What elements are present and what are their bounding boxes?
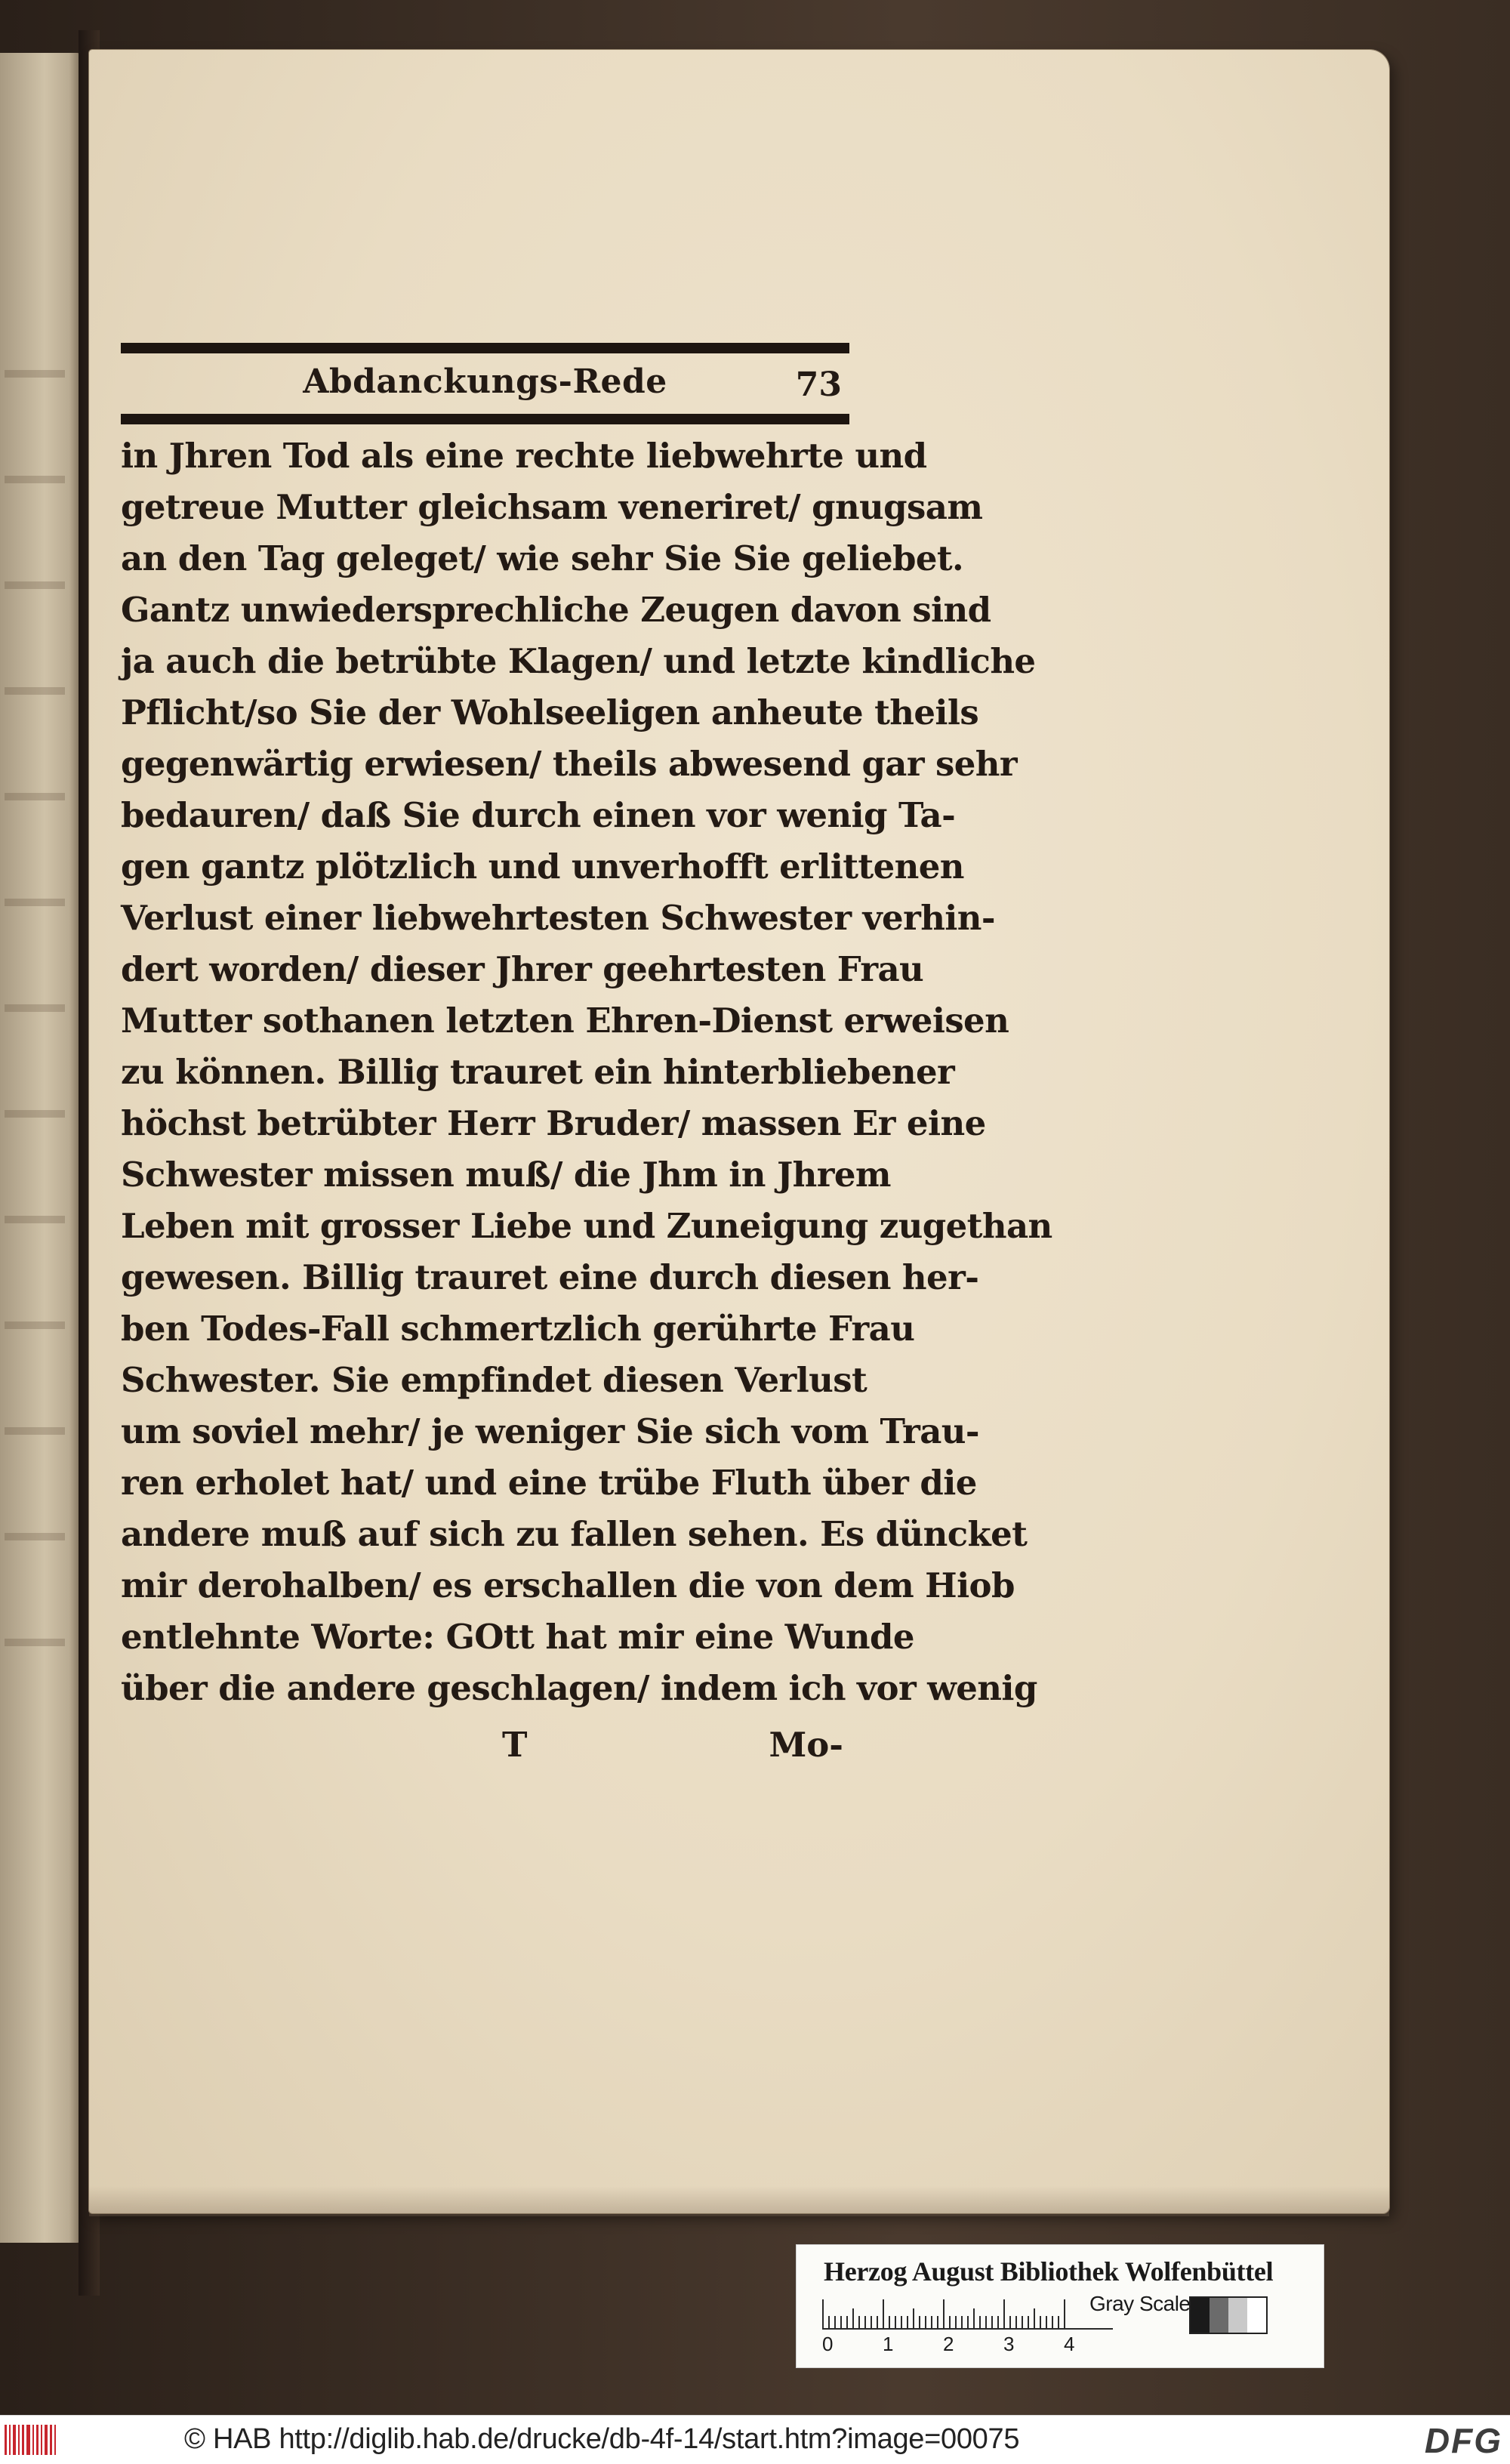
text-line: über die andere geschlagen/ indem ich vor wenig xyxy=(121,1668,1037,1708)
text-line: mir derohalben/ es erschallen die von dem Hiob xyxy=(121,1565,1015,1605)
ruler-tick xyxy=(913,2308,914,2330)
library-label xyxy=(796,2244,1324,2368)
ruler-tick xyxy=(907,2316,908,2330)
signature-mark: T xyxy=(502,1725,528,1765)
ruler-tick xyxy=(967,2316,969,2330)
ruler-tick xyxy=(979,2316,981,2330)
ruler-tick xyxy=(973,2308,975,2330)
ruler-tick xyxy=(1046,2316,1047,2330)
ruler-tick xyxy=(822,2299,824,2330)
text-line: gen gantz plötzlich und unverhofft erlittenen xyxy=(121,847,964,887)
text-line: zu können. Billig trauret ein hinterbliebener xyxy=(121,1052,955,1092)
ruler-tick xyxy=(901,2316,902,2330)
ruler-tick xyxy=(937,2316,938,2330)
ruler-tick xyxy=(925,2316,926,2330)
text-line: bedauren/ daß Sie durch einen vor wenig Ta- xyxy=(121,795,956,835)
running-head: Abdanckungs-Rede xyxy=(303,362,667,401)
ruler-number: 1 xyxy=(883,2333,894,2355)
gray-scale-label: Gray Scale xyxy=(1089,2292,1191,2315)
page-number: 73 xyxy=(795,365,842,404)
ruler-tick xyxy=(883,2299,884,2330)
barcode-bar xyxy=(50,2425,52,2455)
barcode-bar xyxy=(5,2425,7,2455)
text-line: Verlust einer liebwehrtesten Schwester verhin- xyxy=(121,898,996,938)
dfg-logo: DFG xyxy=(1424,2421,1502,2460)
library-title: Herzog August Bibliothek Wolfenbüttel xyxy=(824,2256,1274,2287)
ruler-tick xyxy=(834,2316,836,2330)
page-footer xyxy=(121,1717,849,1769)
text-line: Pflicht/so Sie der Wohlseeligen anheute theils xyxy=(121,692,979,732)
catchword: Mo- xyxy=(769,1725,843,1765)
barcode-bar xyxy=(54,2425,56,2455)
ruler-tick xyxy=(1009,2316,1011,2330)
ruler-tick xyxy=(1052,2316,1053,2330)
ruler-tick xyxy=(1064,2299,1065,2330)
text-line: um soviel mehr/ je weniger Sie sich vom Trau- xyxy=(121,1411,980,1451)
text-line: Schwester. Sie empfindet diesen Verlust xyxy=(121,1360,867,1400)
ruler-tick xyxy=(919,2316,920,2330)
ruler-tick xyxy=(949,2316,951,2330)
gray-scale-swatches xyxy=(1189,2296,1268,2334)
ruler-tick xyxy=(991,2316,993,2330)
barcode-bar xyxy=(32,2425,34,2455)
ruler-tick xyxy=(889,2316,890,2330)
ruler-tick xyxy=(931,2316,932,2330)
text-line: Mutter sothanen letzten Ehren-Dienst erweisen xyxy=(121,1001,1009,1041)
text-block xyxy=(121,295,1052,1769)
ruler-tick xyxy=(955,2316,957,2330)
barcode-bar xyxy=(26,2425,30,2455)
ruler-tick xyxy=(1058,2316,1059,2330)
ruler-tick xyxy=(1015,2316,1017,2330)
ruler-number: 3 xyxy=(1003,2333,1015,2355)
barcode-bar xyxy=(22,2425,24,2455)
viewer-footer-bar xyxy=(0,2415,1510,2464)
text-line: andere muß auf sich zu fallen sehen. Es düncket xyxy=(121,1514,1028,1554)
ruler-tick xyxy=(1040,2316,1041,2330)
header-rule-top xyxy=(121,343,849,353)
text-line: Schwester missen muß/ die Jhm in Jhrem xyxy=(121,1155,891,1195)
ruler-tick xyxy=(997,2316,999,2330)
text-line: an den Tag geleget/ wie sehr Sie Sie geliebet. xyxy=(121,538,964,578)
text-line: ren erholet hat/ und eine trübe Fluth über die xyxy=(121,1463,977,1503)
barcode-bar xyxy=(18,2425,20,2455)
ruler-number: 4 xyxy=(1064,2333,1075,2355)
text-line: höchst betrübter Herr Bruder/ massen Er eine xyxy=(121,1103,986,1143)
ruler-tick xyxy=(1022,2316,1023,2330)
measurement-ruler xyxy=(822,2293,1113,2330)
text-line: gewesen. Billig trauret eine durch diesen her- xyxy=(121,1257,979,1297)
text-line: ja auch die betrübte Klagen/ und letzte kindliche xyxy=(121,641,1036,681)
facing-page-edge xyxy=(0,53,82,2243)
ruler-tick xyxy=(840,2316,842,2330)
barcode-bar xyxy=(36,2425,39,2455)
text-line: gegenwärtig erwiesen/ theils abwesend gar sehr xyxy=(121,744,1018,784)
ruler-tick xyxy=(1034,2308,1035,2330)
text-line: in Jhren Tod als eine rechte liebwehrte und xyxy=(121,436,927,476)
barcode-bar xyxy=(45,2425,48,2455)
ruler-tick xyxy=(895,2316,896,2330)
text-line: Leben mit grosser Liebe und Zuneigung zugethan xyxy=(121,1206,1052,1246)
ruler-tick xyxy=(871,2316,872,2330)
text-line: entlehnte Worte: GOtt hat mir eine Wunde xyxy=(121,1617,914,1657)
ruler-numbers xyxy=(822,2333,1124,2360)
barcode-bar xyxy=(41,2425,42,2455)
gray-swatch xyxy=(1247,2298,1266,2333)
text-line: ben Todes-Fall schmertzlich gerührte Frau xyxy=(121,1309,915,1349)
page-header xyxy=(121,353,849,414)
ruler-tick xyxy=(858,2316,860,2330)
ruler-tick xyxy=(828,2316,830,2330)
gray-swatch xyxy=(1228,2298,1247,2333)
ruler-tick xyxy=(1028,2316,1029,2330)
barcode-icon xyxy=(5,2425,65,2455)
ruler-tick xyxy=(1003,2299,1005,2330)
text-line: Gantz unwiedersprechliche Zeugen davon sind xyxy=(121,590,991,630)
text-line: dert worden/ dieser Jhrer geehrtesten Frau xyxy=(121,949,924,989)
ruler-tick xyxy=(985,2316,987,2330)
ruler-tick xyxy=(877,2316,878,2330)
ruler-tick xyxy=(864,2316,866,2330)
ruler-tick xyxy=(852,2308,854,2330)
ruler-tick xyxy=(846,2316,848,2330)
ruler-number: 0 xyxy=(822,2333,834,2355)
ruler-tick xyxy=(961,2316,963,2330)
header-rule-bottom xyxy=(121,414,849,424)
ruler-number: 2 xyxy=(943,2333,954,2355)
ruler-tick xyxy=(943,2299,945,2330)
citation-url[interactable]: © HAB http://diglib.hab.de/drucke/db-4f-14/start.htm?image=00075 xyxy=(184,2423,1020,2455)
text-line: getreue Mutter gleichsam veneriret/ gnugsam xyxy=(121,487,983,527)
page-lower-edge xyxy=(89,2186,1389,2216)
barcode-bar xyxy=(9,2425,11,2455)
gray-swatch xyxy=(1191,2298,1210,2333)
barcode-bar xyxy=(13,2425,16,2455)
gray-swatch xyxy=(1210,2298,1228,2333)
